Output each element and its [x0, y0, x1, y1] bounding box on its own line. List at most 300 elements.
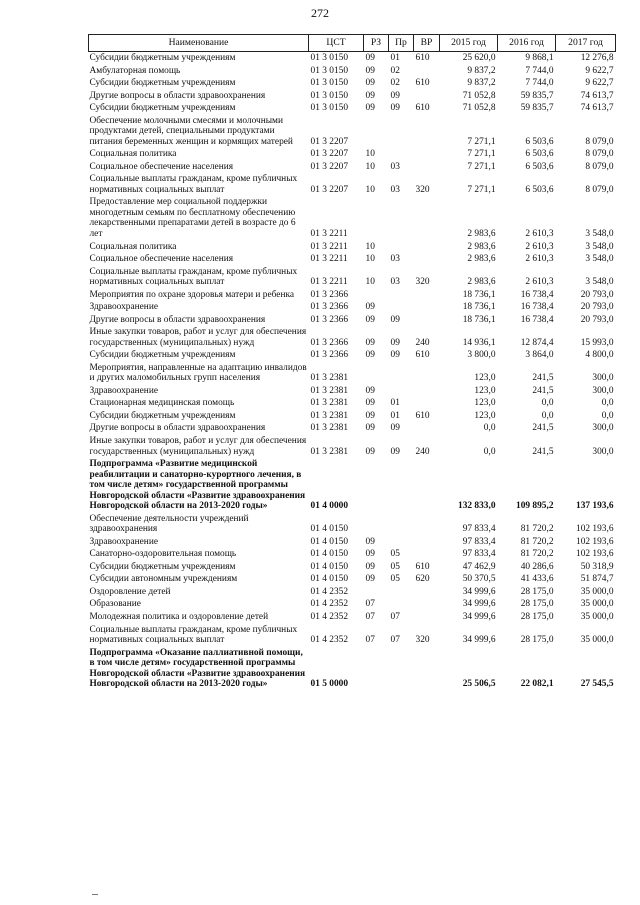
cell-pr: 09 — [390, 350, 400, 361]
cell-vr — [414, 385, 440, 398]
cell-vr — [414, 115, 440, 149]
cell-y2016: 2 610,3 — [525, 254, 554, 265]
cell-y2016: 59 835,7 — [520, 103, 554, 114]
table-row — [89, 458, 616, 513]
header-2016: 2016 год — [498, 35, 556, 52]
cell-vr — [414, 513, 440, 536]
cell-pr — [389, 647, 414, 691]
cell-cst: 01 3 2381 — [310, 423, 348, 434]
cell-rz: 09 — [365, 574, 375, 585]
cell-y2016: 28 175,0 — [520, 611, 554, 622]
cell-rz: 09 — [365, 90, 375, 101]
cell-rz: 09 — [365, 302, 375, 313]
cell-rz: 10 — [365, 254, 375, 265]
cell-y2016: 81 720,2 — [520, 536, 554, 547]
cell-rz — [364, 115, 389, 149]
page-mark — [92, 894, 98, 895]
cell-y2016: 81 720,2 — [520, 524, 554, 535]
cell-y2017: 102 193,6 — [576, 549, 614, 560]
cell-rz: 09 — [365, 536, 375, 547]
table-row — [89, 266, 616, 289]
table-row — [89, 435, 616, 458]
header-rz: РЗ — [364, 35, 389, 52]
table-row — [89, 289, 616, 302]
cell-cst: 01 3 2366 — [310, 350, 348, 361]
table-row — [89, 536, 616, 549]
cell-y2015: 0,0 — [483, 423, 496, 434]
cell-y2015: 2 983,6 — [467, 277, 496, 288]
cell-name: Субсидии бюджетным учреждениям — [89, 78, 236, 89]
cell-y2017: 137 193,6 — [576, 501, 614, 512]
cell-pr — [389, 362, 414, 385]
cell-cst: 01 3 2211 — [310, 277, 348, 288]
cell-pr: 03 — [390, 277, 400, 288]
cell-name: Здравоохранение — [89, 302, 158, 313]
cell-y2017: 4 800,0 — [585, 350, 614, 361]
cell-y2015: 50 370,5 — [462, 574, 496, 585]
cell-cst: 01 3 2207 — [310, 184, 348, 195]
cell-cst: 01 4 0150 — [310, 536, 348, 547]
cell-y2015: 9 837,2 — [467, 78, 496, 89]
cell-y2016: 3 864,0 — [525, 350, 554, 361]
cell-pr — [389, 115, 414, 149]
cell-rz: 09 — [365, 65, 375, 76]
cell-name: Санаторно-оздоровительная помощь — [89, 549, 237, 560]
cell-y2015: 47 462,9 — [462, 561, 496, 572]
cell-rz — [364, 647, 389, 691]
cell-name: Субсидии бюджетным учреждениям — [89, 350, 236, 361]
cell-y2015: 123,0 — [474, 385, 496, 396]
cell-vr — [414, 301, 440, 314]
cell-y2017: 9 622,7 — [585, 65, 614, 76]
cell-y2016: 241,5 — [532, 423, 554, 434]
cell-vr — [414, 289, 440, 302]
cell-name: Обеспечение молочными смесями и молочными продуктами детей, специальными продуктами питания беременных женщин и кормящих матерей — [89, 115, 293, 147]
cell-y2016: 241,5 — [532, 373, 554, 384]
cell-name: Подпрограмма «Развитие медицинской реабилитации и санаторно-курортного лечения, в том числе детям» государственной программы Новгородской области «Развитие здравоохранения Новгородской области на 2013-2020 годы» — [89, 459, 306, 512]
cell-y2016: 28 175,0 — [520, 635, 554, 646]
cell-pr — [389, 536, 414, 549]
cell-rz: 09 — [365, 337, 375, 348]
cell-y2015: 71 052,8 — [462, 90, 496, 101]
table-row — [89, 573, 616, 586]
table-row — [89, 115, 616, 149]
table-row — [89, 624, 616, 647]
cell-y2015: 34 999,6 — [462, 599, 496, 610]
cell-cst: 01 3 2211 — [310, 241, 348, 252]
table-row — [89, 647, 616, 691]
cell-vr — [414, 90, 440, 103]
cell-vr: 610 — [415, 410, 430, 421]
cell-name: Субсидии автономным учреждениям — [89, 574, 238, 585]
cell-vr: 320 — [415, 277, 430, 288]
cell-y2015: 18 736,1 — [462, 289, 496, 300]
cell-pr — [389, 598, 414, 611]
cell-y2015: 25 506,5 — [462, 679, 496, 690]
cell-name: Другие вопросы в области здравоохранения — [89, 423, 266, 434]
cell-y2017: 51 874,7 — [580, 574, 614, 585]
cell-vr — [414, 586, 440, 599]
cell-y2015: 34 999,6 — [462, 611, 496, 622]
cell-name: Другие вопросы в области здравоохранения — [89, 90, 266, 101]
cell-vr — [414, 397, 440, 410]
table-row — [89, 102, 616, 115]
cell-pr: 07 — [390, 611, 400, 622]
cell-name: Социальное обеспечение населения — [89, 161, 234, 172]
cell-cst: 01 3 0150 — [310, 65, 348, 76]
cell-y2015: 97 833,4 — [462, 536, 496, 547]
cell-rz: 07 — [365, 635, 375, 646]
cell-name: Подпрограмма «Оказание паллиативной помощи, в том числе детям» государственной программы Новгородской области «Развитие здравоохранения Новгородской области на 2013-2020 годы» — [89, 647, 306, 690]
cell-y2017: 35 000,0 — [580, 635, 614, 646]
table-row — [89, 349, 616, 362]
cell-y2017: 35 000,0 — [580, 599, 614, 610]
table-row — [89, 611, 616, 624]
cell-y2017: 20 793,0 — [580, 289, 614, 300]
cell-name: Социальная политика — [89, 241, 177, 252]
cell-y2016: 9 868,1 — [525, 53, 554, 63]
cell-y2015: 0,0 — [483, 446, 496, 457]
cell-y2015: 18 736,1 — [462, 302, 496, 313]
cell-y2016: 2 610,3 — [525, 241, 554, 252]
cell-y2016: 0,0 — [541, 410, 554, 421]
cell-pr — [389, 301, 414, 314]
cell-vr: 610 — [415, 53, 430, 63]
cell-cst: 01 3 2381 — [310, 373, 348, 384]
budget-table — [88, 34, 616, 691]
cell-pr — [389, 458, 414, 513]
cell-y2015: 34 999,6 — [462, 586, 496, 597]
cell-cst: 01 4 2352 — [310, 586, 348, 597]
cell-y2016: 16 738,4 — [520, 302, 554, 313]
table-row — [89, 314, 616, 327]
cell-y2017: 8 079,0 — [585, 136, 614, 147]
cell-y2017: 35 000,0 — [580, 611, 614, 622]
cell-vr — [414, 161, 440, 174]
cell-vr — [414, 314, 440, 327]
cell-name: Оздоровление детей — [89, 586, 171, 597]
cell-pr: 01 — [390, 410, 400, 421]
cell-y2016: 6 503,6 — [525, 184, 554, 195]
cell-y2017: 3 548,0 — [585, 254, 614, 265]
cell-rz: 09 — [365, 410, 375, 421]
table-row — [89, 385, 616, 398]
table-row — [89, 65, 616, 78]
cell-name: Образование — [89, 599, 141, 610]
cell-y2015: 9 837,2 — [467, 65, 496, 76]
cell-pr — [389, 196, 414, 240]
cell-name: Мероприятия, направленные на адаптацию инвалидов и других маломобильных групп населения — [89, 362, 307, 384]
cell-vr: 610 — [415, 78, 430, 89]
cell-vr — [414, 548, 440, 561]
cell-rz — [364, 196, 389, 240]
cell-cst: 01 4 0150 — [310, 561, 348, 572]
cell-rz: 07 — [365, 599, 375, 610]
cell-y2016: 59 835,7 — [520, 90, 554, 101]
cell-y2016: 2 610,3 — [525, 277, 554, 288]
cell-vr: 610 — [415, 561, 430, 572]
cell-rz — [364, 458, 389, 513]
cell-rz: 10 — [365, 149, 375, 160]
cell-y2017: 8 079,0 — [585, 161, 614, 172]
cell-y2017: 74 613,7 — [580, 90, 614, 101]
cell-pr — [389, 586, 414, 599]
cell-cst: 01 3 0150 — [310, 78, 348, 89]
table-row — [89, 148, 616, 161]
cell-rz: 09 — [365, 350, 375, 361]
cell-y2015: 132 833,0 — [458, 501, 496, 512]
table-row — [89, 196, 616, 240]
cell-cst: 01 3 2381 — [310, 385, 348, 396]
cell-pr — [389, 289, 414, 302]
cell-vr — [414, 148, 440, 161]
cell-pr: 09 — [390, 423, 400, 434]
cell-y2017: 74 613,7 — [580, 103, 614, 114]
cell-cst: 01 4 0150 — [310, 574, 348, 585]
cell-y2017: 35 000,0 — [580, 586, 614, 597]
table-row — [89, 90, 616, 103]
cell-name: Субсидии бюджетным учреждениям — [89, 103, 236, 114]
cell-y2015: 123,0 — [474, 410, 496, 421]
cell-rz: 09 — [365, 78, 375, 89]
table-row — [89, 161, 616, 174]
cell-rz — [364, 586, 389, 599]
cell-cst: 01 5 0000 — [310, 679, 348, 690]
page-number: 272 — [311, 6, 329, 20]
table-row — [89, 362, 616, 385]
cell-cst: 01 3 0150 — [310, 90, 348, 101]
cell-rz: 10 — [365, 184, 375, 195]
cell-y2016: 6 503,6 — [525, 161, 554, 172]
cell-y2016: 6 503,6 — [525, 136, 554, 147]
table-row — [89, 52, 616, 65]
cell-y2017: 300,0 — [592, 373, 614, 384]
cell-name: Субсидии бюджетным учреждениям — [89, 53, 236, 63]
table-row — [89, 586, 616, 599]
cell-name: Субсидии бюджетным учреждениям — [89, 410, 236, 421]
cell-y2017: 27 545,5 — [580, 679, 614, 690]
cell-y2017: 0,0 — [601, 398, 614, 409]
cell-y2015: 123,0 — [474, 398, 496, 409]
cell-cst: 01 3 2381 — [310, 410, 348, 421]
cell-rz: 09 — [365, 398, 375, 409]
cell-rz: 09 — [365, 314, 375, 325]
cell-pr: 02 — [390, 65, 400, 76]
cell-pr — [389, 513, 414, 536]
cell-y2016: 40 286,6 — [520, 561, 554, 572]
cell-cst: 01 3 2381 — [310, 446, 348, 457]
cell-y2017: 20 793,0 — [580, 302, 614, 313]
header-name: Наименование — [89, 35, 309, 52]
cell-name: Здравоохранение — [89, 385, 158, 396]
cell-cst: 01 3 2366 — [310, 302, 348, 313]
cell-y2017: 50 318,9 — [580, 561, 614, 572]
cell-name: Социальные выплаты гражданам, кроме публичных нормативных социальных выплат — [89, 624, 298, 646]
cell-y2015: 2 983,6 — [467, 254, 496, 265]
cell-vr: 610 — [415, 350, 430, 361]
cell-pr: 03 — [390, 161, 400, 172]
cell-cst: 01 3 2211 — [310, 254, 348, 265]
cell-y2017: 3 548,0 — [585, 241, 614, 252]
cell-y2015: 7 271,1 — [467, 161, 496, 172]
table-row — [89, 326, 616, 349]
cell-y2017: 102 193,6 — [576, 536, 614, 547]
cell-y2017: 20 793,0 — [580, 314, 614, 325]
table-row — [89, 422, 616, 435]
cell-name: Здравоохранение — [89, 536, 158, 547]
table-row — [89, 241, 616, 254]
cell-vr — [414, 241, 440, 254]
cell-name: Мероприятия по охране здоровья матери и ребенка — [89, 289, 295, 300]
cell-pr: 03 — [390, 254, 400, 265]
cell-name: Иные закупки товаров, работ и услуг для обеспечения государственных (муниципальных) нужд — [89, 436, 307, 457]
cell-rz: 07 — [365, 611, 375, 622]
cell-pr: 09 — [390, 337, 400, 348]
cell-y2017: 8 079,0 — [585, 184, 614, 195]
cell-cst: 01 3 2211 — [310, 228, 348, 239]
cell-y2015: 123,0 — [474, 373, 496, 384]
cell-cst: 01 3 2207 — [310, 149, 348, 160]
cell-pr — [389, 241, 414, 254]
cell-name: Социальная политика — [89, 149, 177, 160]
cell-rz — [364, 289, 389, 302]
cell-y2015: 34 999,6 — [462, 635, 496, 646]
cell-cst: 01 3 2381 — [310, 398, 348, 409]
table-header-row — [89, 35, 616, 52]
cell-vr: 620 — [415, 574, 430, 585]
cell-y2015: 7 271,1 — [467, 184, 496, 195]
cell-pr — [389, 385, 414, 398]
table-row — [89, 301, 616, 314]
table-row — [89, 77, 616, 90]
cell-y2015: 18 736,1 — [462, 314, 496, 325]
cell-name: Иные закупки товаров, работ и услуг для обеспечения государственных (муниципальных) нужд — [89, 327, 307, 348]
cell-cst: 01 3 2207 — [310, 161, 348, 172]
cell-cst: 01 4 0000 — [310, 501, 348, 512]
cell-cst: 01 4 2352 — [310, 635, 348, 646]
cell-vr — [414, 598, 440, 611]
header-2017: 2017 год — [556, 35, 616, 52]
cell-y2017: 8 079,0 — [585, 149, 614, 160]
cell-y2016: 241,5 — [532, 385, 554, 396]
cell-y2015: 2 983,6 — [467, 228, 496, 239]
cell-y2017: 102 193,6 — [576, 524, 614, 535]
cell-rz — [364, 513, 389, 536]
cell-rz: 09 — [365, 385, 375, 396]
table-row — [89, 598, 616, 611]
cell-cst: 01 4 0150 — [310, 549, 348, 560]
cell-cst: 01 3 2207 — [310, 136, 348, 147]
header-2015: 2015 год — [440, 35, 498, 52]
cell-y2017: 12 276,8 — [580, 53, 614, 63]
cell-pr: 09 — [390, 446, 400, 457]
header-pr: Пр — [389, 35, 414, 52]
cell-cst: 01 4 2352 — [310, 611, 348, 622]
cell-rz: 10 — [365, 277, 375, 288]
cell-y2017: 300,0 — [592, 423, 614, 434]
cell-name: Амбулаторная помощь — [89, 65, 181, 76]
cell-pr: 01 — [390, 53, 400, 63]
cell-name: Социальные выплаты гражданам, кроме публичных нормативных социальных выплат — [89, 266, 298, 288]
cell-y2015: 7 271,1 — [467, 136, 496, 147]
cell-y2016: 7 744,0 — [525, 65, 554, 76]
cell-vr: 240 — [415, 446, 430, 457]
cell-rz: 10 — [365, 241, 375, 252]
cell-y2015: 97 833,4 — [462, 549, 496, 560]
cell-cst: 01 3 2366 — [310, 314, 348, 325]
cell-rz: 09 — [365, 561, 375, 572]
cell-pr: 05 — [390, 561, 400, 572]
cell-y2015: 71 052,8 — [462, 103, 496, 114]
cell-vr — [414, 458, 440, 513]
cell-rz — [364, 362, 389, 385]
cell-pr: 03 — [390, 184, 400, 195]
table-row — [89, 410, 616, 423]
cell-y2015: 3 800,0 — [467, 350, 496, 361]
cell-y2015: 25 620,0 — [462, 53, 496, 63]
cell-name: Предоставление мер социальной поддержки многодетным семьям по бесплатному обеспечению лекарственными препаратами детей в возрасте до 6 лет — [89, 197, 296, 239]
cell-name: Молодежная политика и оздоровление детей — [89, 611, 269, 622]
cell-y2016: 81 720,2 — [520, 549, 554, 560]
cell-vr: 610 — [415, 103, 430, 114]
cell-pr: 09 — [390, 314, 400, 325]
cell-vr — [414, 422, 440, 435]
cell-y2017: 9 622,7 — [585, 78, 614, 89]
cell-vr: 240 — [415, 337, 430, 348]
cell-y2016: 16 738,4 — [520, 314, 554, 325]
cell-vr — [414, 65, 440, 78]
cell-rz: 10 — [365, 161, 375, 172]
cell-y2016: 2 610,3 — [525, 228, 554, 239]
cell-name: Другие вопросы в области здравоохранения — [89, 314, 266, 325]
header-cst: ЦСТ — [309, 35, 364, 52]
cell-pr: 09 — [390, 90, 400, 101]
cell-rz: 09 — [365, 549, 375, 560]
cell-y2016: 12 874,4 — [520, 337, 554, 348]
cell-name: Обеспечение деятельности учреждений здравоохранения — [89, 513, 249, 535]
cell-vr: 320 — [415, 635, 430, 646]
cell-pr: 09 — [390, 103, 400, 114]
table-row — [89, 548, 616, 561]
cell-y2015: 97 833,4 — [462, 524, 496, 535]
cell-y2015: 7 271,1 — [467, 149, 496, 160]
cell-pr: 07 — [390, 635, 400, 646]
cell-vr — [414, 536, 440, 549]
cell-vr: 320 — [415, 184, 430, 195]
cell-pr: 05 — [390, 574, 400, 585]
cell-y2016: 0,0 — [541, 398, 554, 409]
cell-rz: 09 — [365, 103, 375, 114]
cell-name: Стационарная медицинская помощь — [89, 398, 235, 409]
cell-name: Субсидии бюджетным учреждениям — [89, 561, 236, 572]
cell-y2017: 0,0 — [601, 410, 614, 421]
cell-y2016: 28 175,0 — [520, 599, 554, 610]
cell-y2016: 28 175,0 — [520, 586, 554, 597]
cell-pr: 05 — [390, 549, 400, 560]
cell-vr — [414, 253, 440, 266]
cell-cst: 01 3 0150 — [310, 103, 348, 114]
cell-vr — [414, 362, 440, 385]
cell-name: Социальные выплаты гражданам, кроме публичных нормативных социальных выплат — [89, 174, 298, 195]
cell-y2015: 14 936,1 — [462, 337, 496, 348]
cell-y2016: 16 738,4 — [520, 289, 554, 300]
cell-name: Социальное обеспечение населения — [89, 254, 234, 265]
cell-y2017: 3 548,0 — [585, 277, 614, 288]
cell-y2016: 7 744,0 — [525, 78, 554, 89]
cell-y2017: 3 548,0 — [585, 228, 614, 239]
cell-vr — [414, 611, 440, 624]
cell-vr — [414, 647, 440, 691]
